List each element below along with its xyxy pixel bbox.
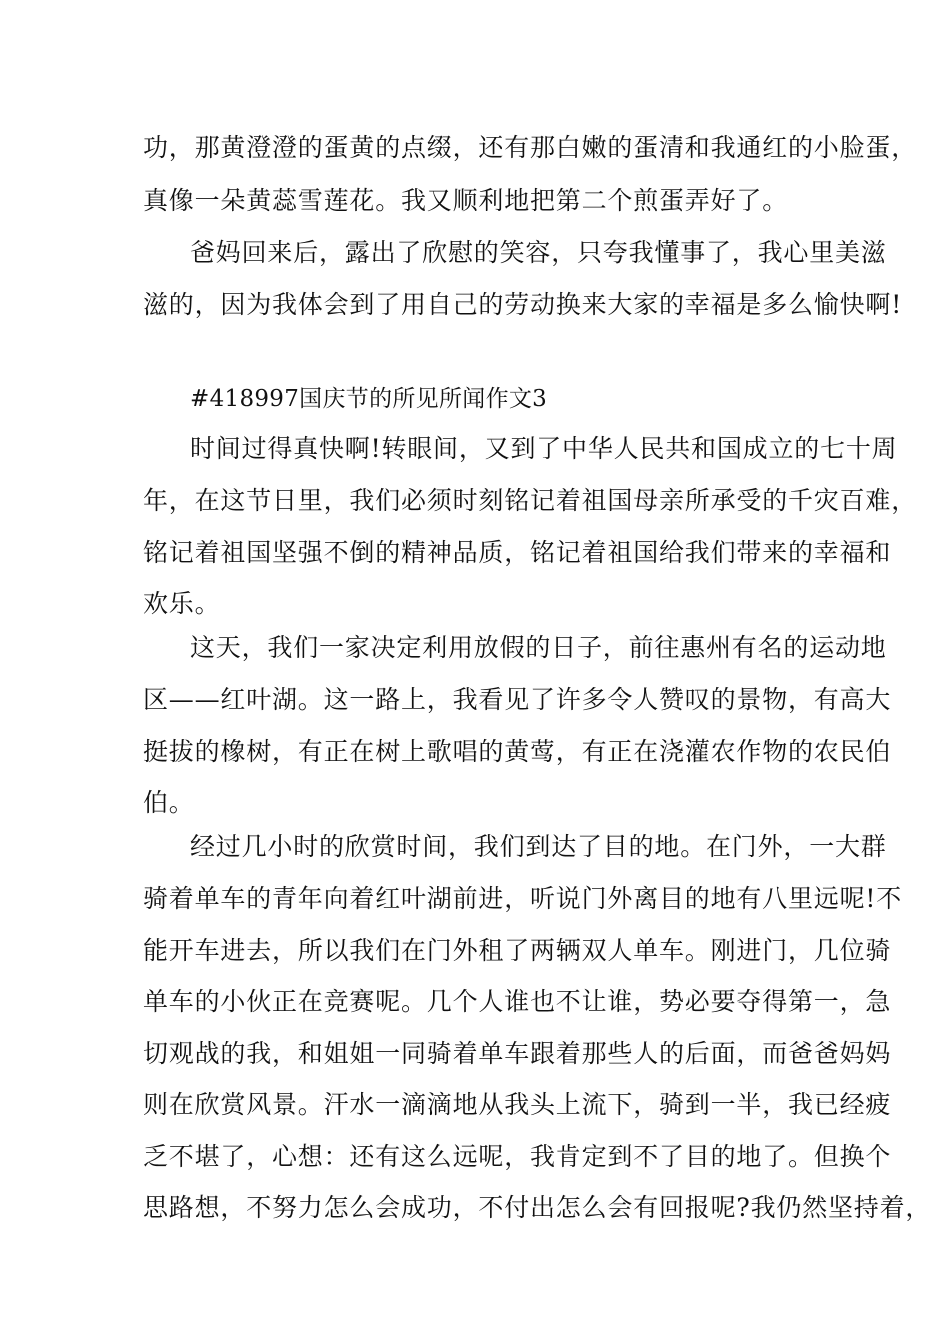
text-line: 伯。 bbox=[143, 788, 195, 817]
text-line: 区——红叶湖。这一路上，我看见了许多令人赞叹的景物，有高大 bbox=[143, 685, 892, 714]
text-line: 年，在这节日里，我们必须时刻铭记着祖国母亲所承受的千灾百难， bbox=[143, 486, 918, 515]
text-line: 滋的，因为我体会到了用自己的劳动换来大家的幸福是多么愉快啊! bbox=[143, 290, 903, 319]
text-line: 功，那黄澄澄的蛋黄的点缀，还有那白嫩的蛋清和我通红的小脸蛋， bbox=[143, 133, 918, 162]
text-line: 这天，我们一家决定利用放假的日子，前往惠州有名的运动地 bbox=[190, 633, 887, 662]
text-line: 则在欣赏风景。汗水一滴滴地从我头上流下，骑到一半，我已经疲 bbox=[143, 1090, 892, 1119]
text-line: 骑着单车的青年向着红叶湖前进，听说门外离目的地有八里远呢!不 bbox=[143, 884, 903, 913]
text-line: 铭记着祖国坚强不倒的精神品质，铭记着祖国给我们带来的幸福和 bbox=[143, 538, 892, 567]
text-line: 爸妈回来后，露出了欣慰的笑容，只夸我懂事了，我心里美滋 bbox=[190, 238, 887, 267]
text-line: 经过几小时的欣赏时间，我们到达了目的地。在门外，一大群 bbox=[190, 832, 887, 861]
text-line: 真像一朵黄蕊雪莲花。我又顺利地把第二个煎蛋弄好了。 bbox=[143, 186, 789, 215]
text-line: 切观战的我，和姐姐一同骑着单车跟着那些人的后面，而爸爸妈妈 bbox=[143, 1039, 892, 1068]
text-line: 单车的小伙正在竞赛呢。几个人谁也不让谁，势必要夺得第一，急 bbox=[143, 987, 892, 1016]
text-line: 乏不堪了，心想：还有这么远呢，我肯定到不了目的地了。但换个 bbox=[143, 1142, 892, 1171]
text-line: 思路想，不努力怎么会成功，不付出怎么会有回报呢?我仍然坚持着， bbox=[143, 1193, 932, 1222]
text-line: 能开车进去，所以我们在门外租了两辆双人单车。刚进门，几位骑 bbox=[143, 936, 892, 965]
text-line: 欢乐。 bbox=[143, 589, 221, 618]
text-line: 时间过得真快啊!转眼间，又到了中华人民共和国成立的七十周 bbox=[190, 434, 898, 463]
section-heading: #418997国庆节的所见所闻作文3 bbox=[190, 386, 548, 412]
text-line: 挺拔的橡树，有正在树上歌唱的黄莺，有正在浇灌农作物的农民伯 bbox=[143, 737, 892, 766]
